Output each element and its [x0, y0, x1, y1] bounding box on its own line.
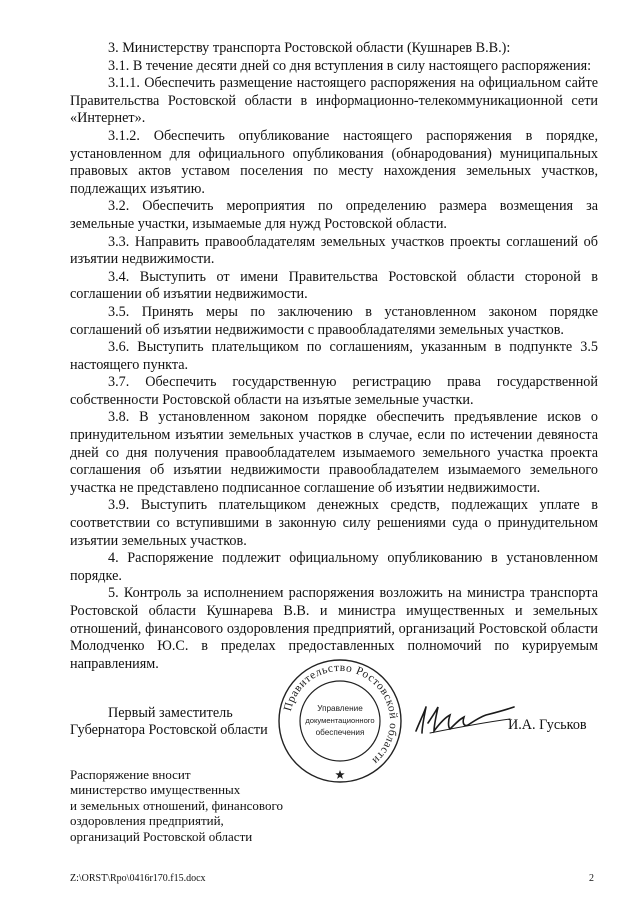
introduced-by-note: [70, 767, 283, 844]
signatory-title-line2: Губернатора Ростовской области: [70, 722, 268, 738]
signatory-title-line1: Первый заместитель: [108, 705, 233, 721]
introduced-by-line: оздоровления предприятий,: [70, 813, 224, 829]
paragraph-3-6: 3.6. Выступить плательщиком по соглашениям, указанным в подпункте 3.5 настоящего пункта.: [70, 339, 598, 373]
document-body: [70, 40, 598, 673]
page-number: 2: [589, 873, 594, 884]
handwritten-signature: [410, 693, 520, 743]
star-icon: [335, 770, 344, 779]
introduced-by-line: Распоряжение вносит: [70, 767, 191, 782]
stamp-line2: документационного: [305, 716, 375, 725]
paragraph-3-5: 3.5. Принять меры по заключению в установленном законом порядке соглашений об изъятии недвижимости с правообладателями земельных участков.: [70, 303, 598, 338]
introduced-by-line: организаций Ростовской области: [70, 828, 253, 844]
introduced-by-line: министерство имущественных: [70, 782, 241, 798]
signatory-name: И.А. Гуськов: [508, 717, 587, 733]
paragraph-3-1-1: 3.1.1. Обеспечить размещение настоящего распоряжения на официальном сайте Правительства Ростовской области в информационно-телекоммуникационной сети «Интернет».: [70, 75, 598, 127]
paragraph-3-9: 3.9. Выступить плательщиком денежных средств, подлежащих уплате в соответствии со вступившими в законную силу решениями суда о принудительном изъятии земельных участков.: [70, 497, 598, 549]
paragraph-3-1: 3.1. В течение десяти дней со дня вступления в силу настоящего распоряжения:: [108, 57, 592, 74]
stamp-line1: Управление: [317, 704, 363, 713]
paragraph-5: 5. Контроль за исполнением распоряжения возложить на министра транспорта Ростовской области Кушнарева В.В. и министра имущественных и земельных отношений, финансового оздоровления предприятий, организаций Ростовской области Молодченко Ю.С. в пределах предоставленных полномочий по курируемым направлениям.: [70, 585, 598, 672]
introduced-by-line: и земельных отношений, финансового: [70, 797, 283, 813]
paragraph-3-4: 3.4. Выступить от имени Правительства Ростовской области стороной в соглашении об изъятии недвижимости.: [70, 268, 598, 303]
svg-text:Правительство Ростовской облас: [282, 662, 399, 767]
paragraph-3: 3. Министерству транспорта Ростовской области (Кушнарев В.В.):: [108, 40, 511, 56]
stamp-line3: обеспечения: [315, 728, 365, 737]
footer-file-path: Z:\ORST\Rpo\0416r170.f15.docx: [70, 873, 206, 884]
paragraph-4: 4. Распоряжение подлежит официальному опубликованию в установленном порядке.: [70, 550, 598, 584]
official-stamp: [276, 657, 404, 785]
paragraph-3-8: 3.8. В установленном законом порядке обеспечить предъявление исков о принудительном изъятии земельных участков в случае, если по истечении девяноста дней со дня получения правообладателем изымаемого земельного участка проекта соглашения об изъятии недвижимости правообладателем изымаемого земельного участка не представлено подписанное соглашение об изъятии недвижимости.: [70, 409, 598, 496]
paragraph-3-7: 3.7. Обеспечить государственную регистрацию права государственной собственности Ростовской области на изъятые земельные участки.: [70, 374, 598, 408]
stamp-ring-text: Правительство Ростовской области: [282, 661, 400, 767]
paragraph-3-1-2: 3.1.2. Обеспечить опубликование настоящего распоряжения в порядке, установленном для официального опубликования (обнародования) муниципальных правовых актов уставом поселения по месту нахождения земельных участков, подлежащих изъятию.: [70, 127, 598, 197]
paragraph-3-3: 3.3. Направить правообладателям земельных участков проекты соглашений об изъятии недвижимости.: [70, 233, 598, 268]
paragraph-3-2: 3.2. Обеспечить мероприятия по определению размера возмещения за земельные участки, изымаемые для нужд Ростовской области.: [70, 198, 598, 232]
